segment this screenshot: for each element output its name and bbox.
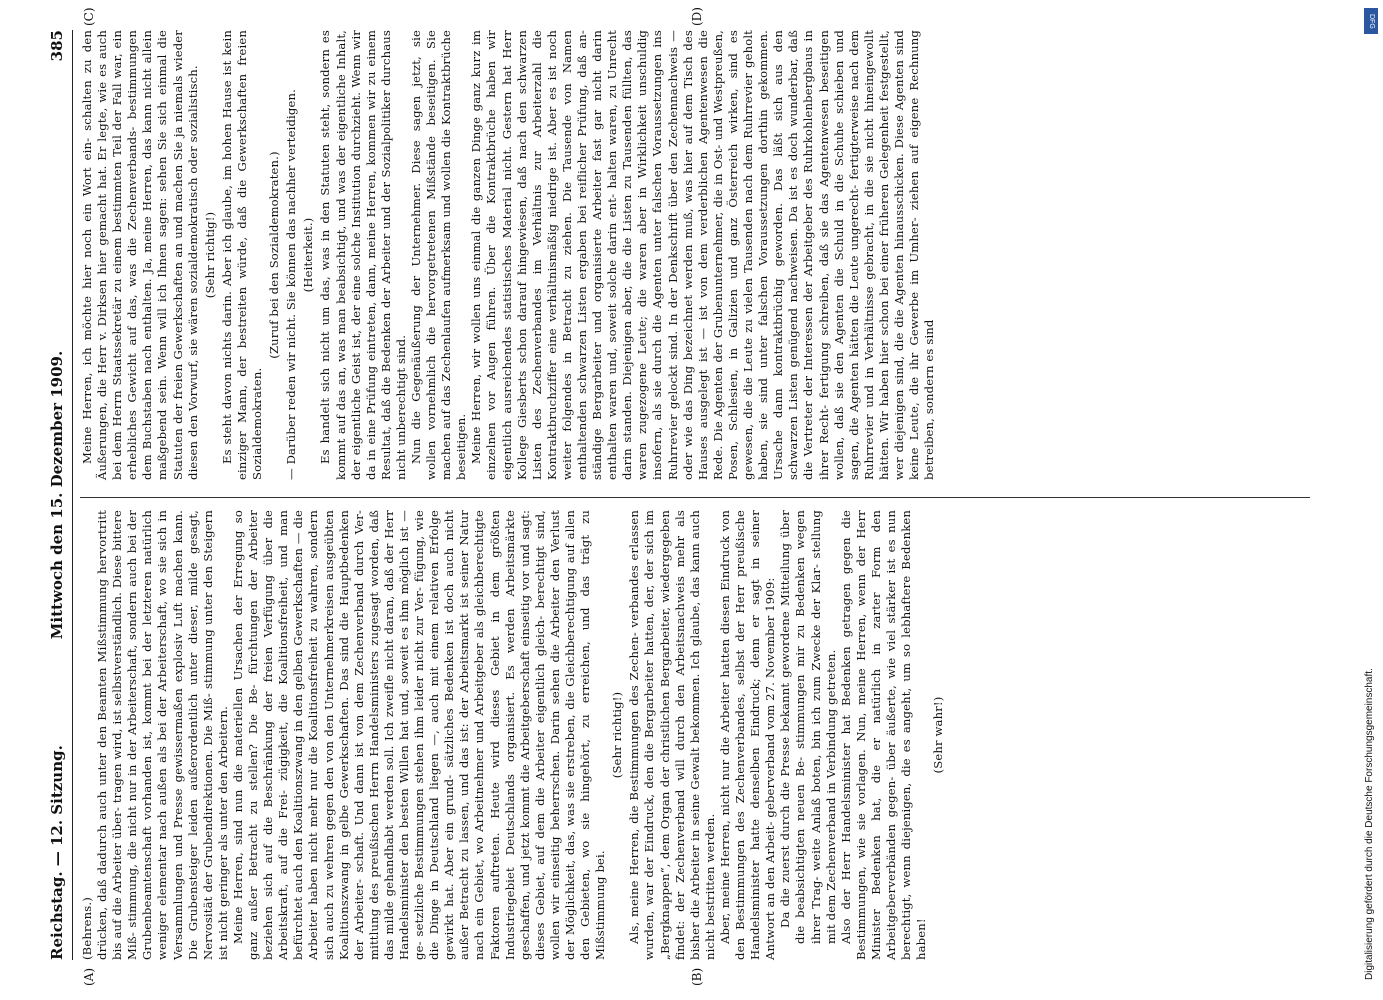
margin-mark-a: (A)	[82, 967, 96, 986]
page-header	[48, 30, 70, 960]
left-column	[80, 510, 948, 960]
margin-mark-b: (B)	[690, 967, 704, 986]
paragraph: drücken, daß dadurch auch unter den Beamten Mißstimmung hervortritt bis auf die Arbeiter über- tragen wird, ist selbstverständlich. Diese bittere Miß- stimmung, die nicht nur in der Arbeiterschaft, sondern auch bei der Grubenbeamtenschaft vorhanden ist, kommt bei der letzteren natürlich weniger elementar nach außen als bei der Arbeiterschaft, wo sie sich in Versammlungen und Presse gewissermaßen explosiv Luft machen kann. Die Grubensteiger leiden außerordentlich unter dieser, milde gesagt, Nervosität der Grubendirektionen. Die Miß- stimmung unter den Steigern ist nicht geringer als unter den Arbeitern.	[95, 510, 230, 960]
dfg-logo: DFG	[1364, 8, 1378, 34]
paragraph: Als, meine Herren, die Bestimmungen des Zechen- verbandes erlassen wurden, war der Eindruck, den die Bergarbeiter hatten, der, der sich im „Bergknappen“, dem Organ der christlichen Bergarbeiter, wiedergegeben findet: der Zechenverband will durch den Arbeitsnachweis mehr als bisher die Arbeiter in seine Gewalt bekommen. Ich glaube, das kann auch nicht bestritten werden.	[627, 510, 717, 960]
margin-mark-c: (C)	[82, 7, 96, 26]
interjection: (Sehr wahr!)	[931, 696, 946, 774]
column-divider	[80, 497, 1310, 498]
paragraph: Meine Herren, sind nun die materiellen Ursachen der Erregung so ganz außer Betracht zu stellen? Die Be- fürchtungen der Arbeiter beziehen sich auf die Beschränkung der freien Verfügung über die Arbeitskraft, auf die Frei- zügigkeit, die Koalitionsfreiheit, und man befürchtet auch den Koalitionszwang in den gelben Gewerkschaften — die Arbeiter haben nicht mehr nur die Koalitionsfreiheit zu wahren, sondern sich auch zu wehren gegen den von den Unternehmerkreisen ausgeübten Koalitionszwang in gelbe Gewerkschaften. Das sind die Hauptbedenken der Arbeiter- schaft. Und dann ist von dem Zechenverband durch Ver- mittlung des preußischen Herrn Handelsministers zugesagt worden, daß das milde gehandhabt werden soll. Ich zweifle nicht daran, daß der Herr Handelsminister den besten Willen hat und, soweit es ihm möglich ist — ge- setzliche Bestimmungen stehen ihm leider nicht zur Ver- fügung, wie die Dinge in Deutschland liegen —, auch mit einem relativen Erfolge gewirkt hat. Aber ein grund- sätzliches Bedenken ist doch auch nicht außer Betracht zu lassen, und das ist: der Arbeitsmarkt ist seiner Natur nach ein Gebiet, wo Arbeitnehmer und Arbeitgeber als gleichberechtigte Faktoren auftreten. Heute wird dieses Gebiet in dem größten Industriegebiet Deutschlands organisiert. Es werden Arbeitsmärkte geschaffen, und jetzt kommt die Arbeitgeberschaft einseitig vor und sagt: dieses Gebiet, auf dem die Arbeiter eigentlich gleich- berechtigt sind, wollen wir einseitig beherrschen. Darin sehen die Arbeiter den Verlust der Möglichkeit, das, was sie erstreben, die Gleichberechtigung auf allen den Gebieten, wo sie hingehört, zu erreichen, und das trägt zu Mißstimmung bei.	[230, 510, 608, 960]
paragraph: Aber, meine Herren, nicht nur die Arbeiter hatten diesen Eindruck von den Bestimmungen des Zechenverbandes, selbst der Herr preußische Handelsminister hatte denselben Eindruck; denn er sagt in seiner Antwort an den Arbeit- geberverband vom 27. November 1909:	[717, 510, 778, 960]
quotation: Da die zuerst durch die Presse bekannt gewordene Mitteilung über die beabsichtigten neuen Be- stimmungen mir zu Bedenken wegen ihrer Trag- weite Anlaß boten, bin ich zum Zwecke der Klar- stellung mit dem Zechenverband in Verbindung getreten.	[778, 510, 838, 944]
funding-note: Digitalisierung gefördert durch die Deutsche Forschungsgemeinschaft.	[1364, 668, 1375, 980]
digitization-strip	[1356, 0, 1383, 1000]
right-column	[80, 30, 937, 480]
header-date: Mittwoch den 15. Dezember 1909.	[48, 350, 66, 640]
paragraph: Also der Herr Handelsminister hat Bedenken getragen gegen die Bestimmungen, wie sie vorlagen. Nun, meine Herren, wenn der Herr Minister Bedenken hat, die er natürlich in zarter Form den Arbeitgeberverbänden gegen- über äußerte, wie viel stärker ist es nun berechtigt, wenn diejenigen, die es angeht, um so lebhaftere Bedenken haben!	[838, 510, 929, 960]
page-number: 385	[48, 30, 66, 62]
interjection: (Sehr richtig!)	[202, 211, 217, 299]
interjection: (Zuruf bei den Sozialdemokraten.)	[267, 151, 282, 359]
paragraph: — Darüber reden wir nicht. Sie können das nachher verteidigen.	[284, 89, 299, 480]
header-left: Reichstag. — 12. Sitzung.	[48, 745, 66, 960]
speaker-name: (Behrens.)	[80, 897, 94, 960]
interjection: (Heiterkeit.)	[301, 217, 316, 293]
paragraph: Es steht davon nichts darin. Aber ich glaube, im hohen Hause ist kein einziger Mann, der bestreiten würde, daß die Gewerkschaften freien Sozialdemokraten.	[219, 30, 265, 480]
paragraph: Nun die Gegenäußerung der Unternehmer. Diese sagen jetzt, sie wollen vornehmlich die hervorgetretenen Mißstände beseitigen. Sie machen auf das Zechenlaufen aufmerksam und wollen die Kontraktbrüche beseitigen.	[408, 30, 469, 480]
interjection: (Sehr richtig!)	[610, 691, 625, 779]
margin-mark-d: (D)	[690, 7, 704, 26]
header-rule	[72, 30, 73, 960]
paragraph: Meine Herren, wir wollen uns einmal die ganzen Dinge ganz kurz im einzelnen vor Augen führen. Über die Kontraktbrüche haben wir eigentlich ausreichendes statistisches Material nicht. Gestern hat Herr Kollege Giesberts schon darauf hingewiesen, daß nach den schwarzen Listen des Zechenverbandes im Verhältnis zur Arbeiterzahl die Kontraktbruchziffer eine verhältnismäßig niedrige ist. Aber es ist noch weiter folgendes in Betracht zu ziehen. Die Tausende von Namen enthaltenden schwarzen Listen ergaben bei reiflicher Prüfung, daß an- ständige Bergarbeiter und organisierte Arbeiter fast gar nicht darin enthalten waren und, soweit solche darin ent- halten waren, zu Unrecht darin standen. Diejenigen aber, die die Listen zu Tausenden füllten, das waren zugezogene Leute; die waren aber in Wirklichkeit unschuldig insofern, als sie durch die Agenten unter falschen Voraussetzungen ins Ruhrrevier gelockt sind. In der Denkschrift über den Zechennachweis — oder wie das Ding bezeichnet werden muß, was hier auf dem Tisch des Hauses ausgelegt ist — ist von dem verderblichen Agentenwesen die Rede. Die Agenten der Grubenunternehmer, die in Ost- und Westpreußen, Posen, Schlesien, in Galizien und ganz Österreich wirken, sind es gewesen, die die Leute zu vielen Tausenden nach dem Ruhrrevier geholt haben, sie sind unter falschen Voraussetzungen dorthin gekommen. Ursache dann kontraktbrüchig geworden. Das läßt sich aus den schwarzen Listen genügend nachweisen. Da ist es doch wunderbar, daß die Vertreter der Interessen der Arbeitgeber des Ruhrkohlenbergbaus in ihrer Recht- fertigung schreiben, daß sie das Agentenwesen beseitigen wollen, daß sie den Agenten die Schuld in die Schuhe schieben und sagen, die Agenten hätten die Leute ungerecht- fertigterweise nach dem Ruhrrevier und in Verhältnisse gebracht, in die sie nicht hineingewollt hätten. Wir haben hier schon bei einer früheren Gelegenheit festgestellt, wer diejenigen sind, die die Agenten hinausschicken. Diese Agenten sind keine Leute, die ihr Gewerbe im Umher- ziehen auf eigene Rechnung betreiben, sondern es sind	[469, 30, 937, 480]
paragraph: Es handelt sich nicht um das, was in den Statuten steht, sondern es kommt auf das an, was man beabsichtigt, und was der eigentliche Inhalt, der eigentliche Geist ist, der eine solche Institution durchzieht. Wenn wir da in eine Prüfung eintreten, dann, meine Herren, kommen wir zu einem Resultat, daß die Bedenken der Arbeiter und der Sozialpolitiker durchaus nicht unberechtigt sind.	[318, 30, 408, 480]
paragraph: Meine Herren, ich möchte hier noch ein Wort ein- schalten zu den Äußerungen, die Herr v. Dirksen hier gemacht hat. Er legte, wie es auch bei dem Herrn Staatssekretär zu einem bestimmten Teil der Fall war, ein erhebliches Gewicht auf das, was die Zechenverbands- bestimmungen dem Buchstaben nach enthalten. Ja, meine Herren, das kann nicht allein maßgebend sein. Wenn will ich Ihnen sagen: sehen Sie sich einmal die Statuten der freien Gewerkschaften an und machen Sie ja niemals wieder diesen den Vorwurf, sie wären sozialdemokratisch oder sozialistisch.	[80, 30, 200, 480]
